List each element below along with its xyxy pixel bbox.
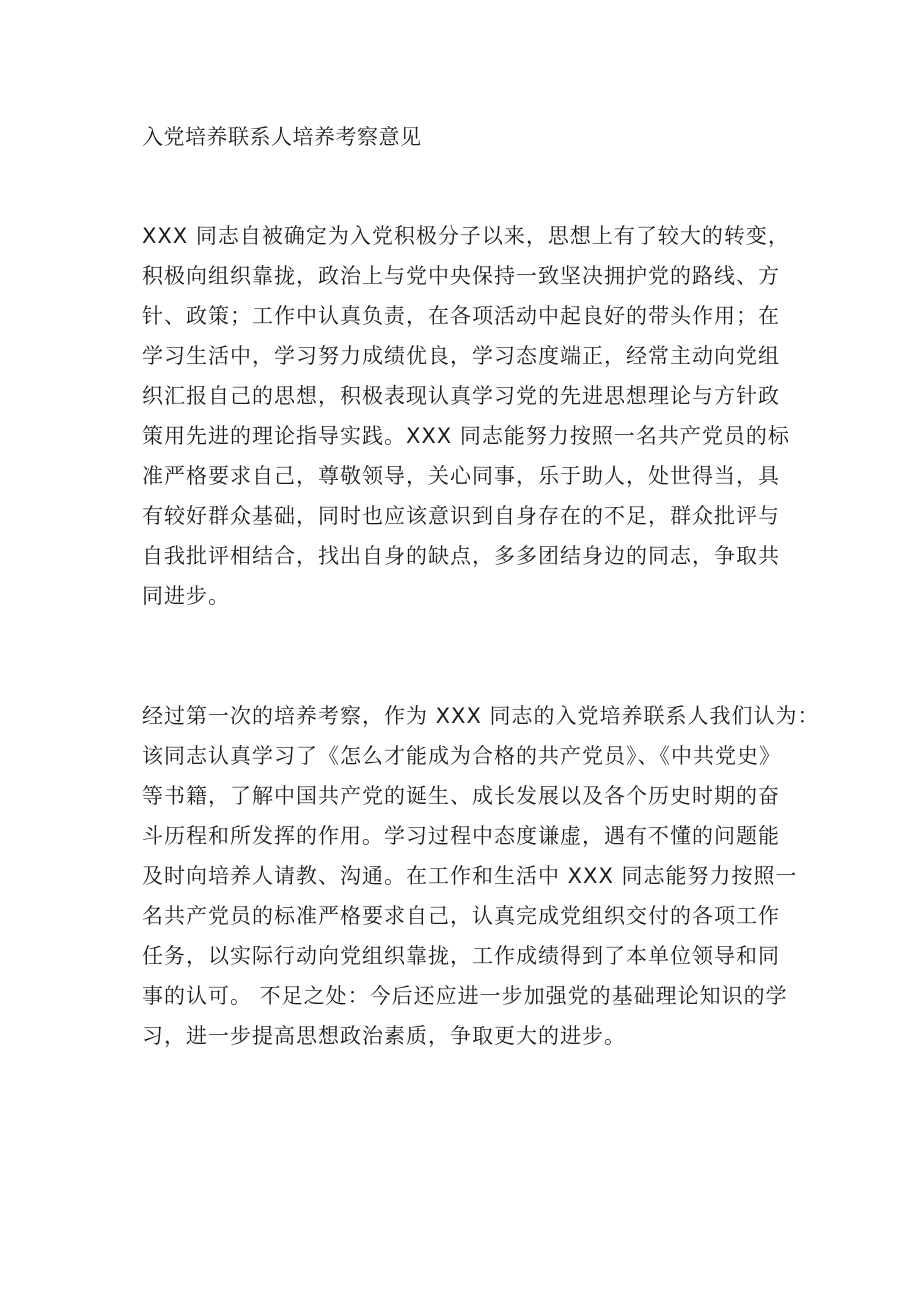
text-line: 等书籍，了解中国共产党的诞生、成长发展以及各个历史时期的奋 — [142, 784, 780, 808]
text-line: 织汇报自己的思想，积极表现认真学习党的先进思想理论与方针政 — [142, 384, 780, 408]
text-line: 及时向培养人请教、沟通。在工作和生活中 XXX 同志能努力按照一 — [142, 864, 798, 888]
text-line: 名共产党员的标准严格要求自己，认真完成党组织交付的各项工作 — [142, 904, 780, 928]
text-line: 该同志认真学习了《怎么才能成为合格的共产党员》、《中共党史》 — [142, 744, 781, 768]
text-line: XXX 同志自被确定为入党积极分子以来，思想上有了较大的转变， — [142, 224, 790, 248]
text-line: 自我批评相结合，找出自身的缺点，多多团结身边的同志，争取共 — [142, 544, 780, 568]
text-line: 事的认可。 不足之处：今后还应进一步加强党的基础理论知识的学 — [142, 984, 788, 1008]
text-line: 习，进一步提高思想政治素质，争取更大的进步。 — [142, 1024, 626, 1048]
text-line: 策用先进的理论指导实践。XXX 同志能努力按照一名共产党员的标 — [142, 424, 790, 448]
text-line: 学习生活中，学习努力成绩优良，学习态度端正，经常主动向党组 — [142, 344, 780, 368]
text-line: 有较好群众基础，同时也应该意识到自身存在的不足，群众批评与 — [142, 504, 780, 528]
text-line: 针、政策；工作中认真负责，在各项活动中起良好的带头作用；在 — [142, 304, 780, 328]
paragraph-assessment — [142, 216, 802, 616]
text-line: 经过第一次的培养考察，作为 XXX 同志的入党培养联系人我们认为： — [142, 704, 820, 728]
text-line: 准严格要求自己，尊敬领导，关心同事，乐于助人，处世得当，具 — [142, 464, 780, 488]
text-line: 斗历程和所发挥的作用。学习过程中态度谦虚，遇有不懂的问题能 — [142, 824, 780, 848]
document-title: 入党培养联系人培养考察意见 — [142, 125, 422, 149]
text-line: 同进步。 — [142, 584, 230, 608]
text-line: 任务，以实际行动向党组织靠拢，工作成绩得到了本单位领导和同 — [142, 944, 780, 968]
paragraph-evaluation — [142, 696, 820, 1056]
text-line: 积极向组织靠拢，政治上与党中央保持一致坚决拥护党的路线、方 — [142, 264, 780, 288]
